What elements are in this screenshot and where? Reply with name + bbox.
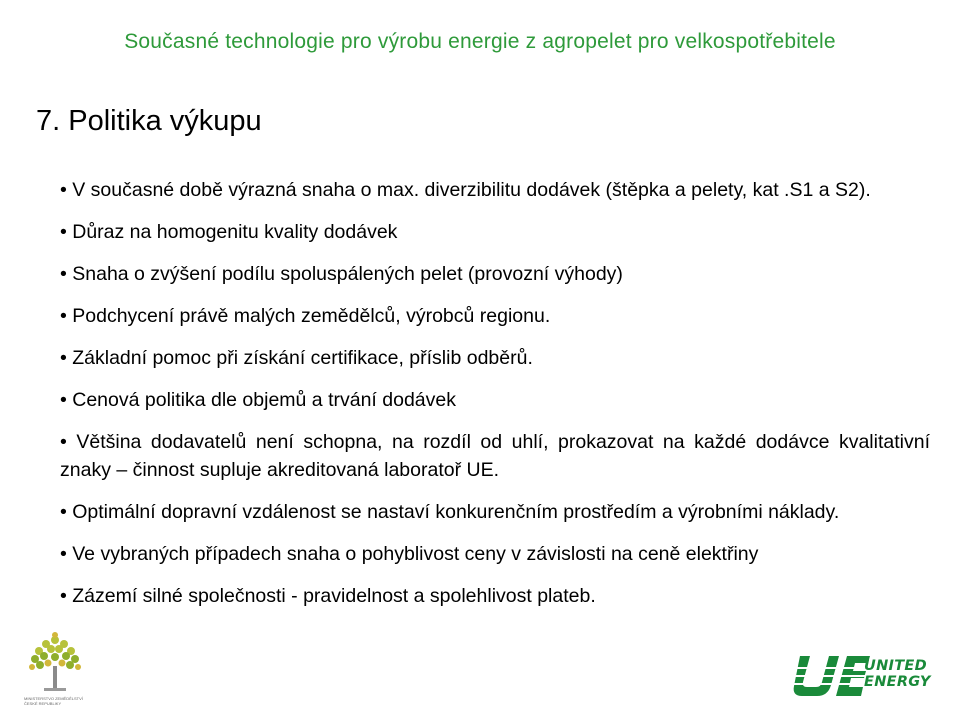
bullet-list — [60, 176, 930, 610]
ue-logo-icon — [790, 654, 870, 698]
tree-logo-icon — [22, 632, 88, 696]
list-item: • Základní pomoc při získání certifikace, příslib odběrů. — [60, 347, 533, 369]
list-item: • Snaha o zvýšení podílu spoluspálených pelet (provozní výhody) — [60, 263, 623, 285]
list-item: • V současné době výrazná snaha o max. diverzibilitu dodávek (štěpka a pelety, kat .S1 a S2). — [60, 179, 871, 201]
list-item: • Důraz na homogenitu kvality dodávek — [60, 221, 398, 243]
list-item: • Ve vybraných případech snaha o pohyblivost ceny v závislosti na ceně elektřiny — [60, 543, 759, 565]
list-item: • Podchycení právě malých zemědělců, výrobců regionu. — [60, 305, 551, 327]
ue-logo-text: UNITED ENERGY — [864, 658, 931, 690]
ministry-logo — [22, 632, 88, 710]
section-title: 7. Politika výkupu — [36, 105, 262, 137]
united-energy-logo — [790, 654, 940, 698]
list-item: • Cenová politika dle objemů a trvání dodávek — [60, 389, 456, 411]
list-item: • Optimální dopravní vzdálenost se nastaví konkurenčním prostředím a výrobními náklady. — [60, 501, 840, 523]
ministry-text: MINISTERSTVO ZEMĚDĚLSTVÍ ČESKÉ REPUBLIKY — [24, 696, 83, 706]
list-item: • Zázemí silné společnosti - pravidelnost a spolehlivost plateb. — [60, 585, 596, 607]
list-item: • Většina dodavatelů není schopna, na rozdíl od uhlí, prokazovat na každé dodávce kvalitativní znaky – činnost supluje akreditovaná laboratoř UE. — [60, 431, 930, 481]
header-title: Současné technologie pro výrobu energie z agropelet pro velkospotřebitele — [124, 30, 836, 53]
